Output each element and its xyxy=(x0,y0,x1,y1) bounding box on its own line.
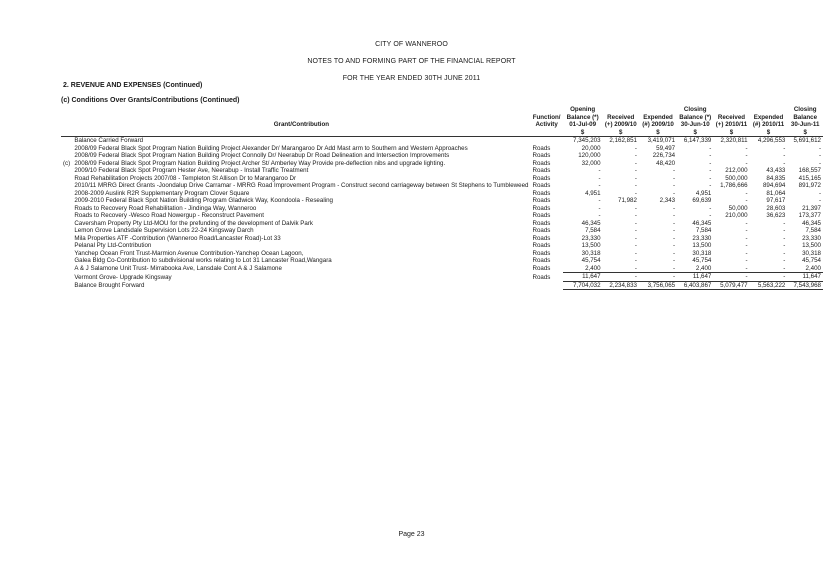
function-activity: Roads xyxy=(532,212,551,219)
amount-cell: - xyxy=(673,219,676,227)
subsection-heading: (c) Conditions Over Grants/Contributions (Continued) xyxy=(61,97,240,104)
amount-cell: - xyxy=(673,234,676,242)
amount-cell: 13,500 xyxy=(692,242,712,249)
amount-cell: 50,000 xyxy=(728,204,748,212)
grand-total-amount: 6,403,867 xyxy=(677,281,713,290)
row-marker xyxy=(61,257,72,265)
amount-cell: 45,754 xyxy=(581,257,601,264)
amount-cell: - xyxy=(634,144,637,152)
amount-cell: - xyxy=(709,174,712,182)
amount-cell: 21,397 xyxy=(802,204,821,212)
row-marker xyxy=(61,235,72,243)
amount-cell: - xyxy=(745,242,748,249)
row-marker xyxy=(61,175,72,183)
amount-cell: 30,318 xyxy=(581,249,601,257)
amount-cell: 7,345,203 xyxy=(573,137,601,144)
amount-cell: - xyxy=(673,174,676,182)
report-period: FOR THE YEAR ENDED 30TH JUNE 2011 xyxy=(342,75,481,82)
function-activity: Roads xyxy=(532,204,551,212)
page-number: Page 23 xyxy=(398,531,425,538)
function-activity: Roads xyxy=(532,174,551,182)
row-marker xyxy=(61,265,72,273)
amount-cell: 2,400 xyxy=(585,264,601,272)
function-activity: Roads xyxy=(532,242,551,249)
amount-cell: 11,647 xyxy=(563,273,603,282)
amount-cell: 1,786,666 xyxy=(720,182,748,189)
table-row xyxy=(61,145,823,153)
grand-total-amount: 7,543,968 xyxy=(787,281,823,290)
amount-cell: 173,377 xyxy=(798,212,821,219)
row-marker xyxy=(61,242,72,250)
function-activity: Roads xyxy=(532,182,551,189)
amount-cell: - xyxy=(783,249,786,257)
amount-cell: 69,639 xyxy=(692,197,712,204)
amount-cell: - xyxy=(709,152,712,159)
amount-cell: 2,162,851 xyxy=(609,137,637,144)
grant-description: Balance Carried Forward xyxy=(74,137,144,144)
amount-cell: - xyxy=(673,264,676,272)
table-row xyxy=(61,190,823,198)
column-header-opening: Opening Balance (*) 01-Jul-09 xyxy=(566,106,599,128)
grant-description: 2008/09 Federal Black Spot Program Nation Building Project Alexander Dr/ Marangaroo Dr Add Mast arm to Southern and Western Approaches xyxy=(74,144,468,152)
amount-cell: 2,320,811 xyxy=(720,137,748,144)
function-activity xyxy=(530,137,562,145)
amount-cell: 4,951 xyxy=(695,189,712,197)
amount-cell: - xyxy=(634,167,637,174)
function-activity xyxy=(530,281,562,290)
function-activity: Roads xyxy=(532,152,551,159)
amount-cell: - xyxy=(818,189,821,197)
function-activity: Roads xyxy=(532,159,551,167)
amount-cell: - xyxy=(673,167,676,174)
amount-cell: - xyxy=(783,219,786,227)
row-marker xyxy=(61,182,72,190)
currency-symbol: $ xyxy=(713,129,749,137)
table-row xyxy=(61,273,823,282)
row-marker: (c) xyxy=(63,159,71,167)
column-header-closing-2011: Closing Balance 30-Jun-11 xyxy=(790,106,820,128)
amount-cell: - xyxy=(709,182,712,189)
grand-total-row xyxy=(61,281,823,290)
currency-symbol: $ xyxy=(639,129,677,137)
amount-cell: 23,330 xyxy=(581,234,601,242)
amount-cell: - xyxy=(783,152,786,159)
table-row xyxy=(61,235,823,243)
amount-cell: - xyxy=(598,167,601,174)
table-row xyxy=(61,205,823,213)
amount-cell: 45,754 xyxy=(692,257,712,264)
amount-cell: - xyxy=(673,242,676,249)
organisation-name: CITY OF WANNEROO xyxy=(375,41,448,48)
amount-cell: - xyxy=(709,144,712,152)
function-activity: Roads xyxy=(532,167,551,174)
amount-cell: - xyxy=(598,212,601,219)
amount-cell: 13,500 xyxy=(581,242,601,249)
amount-cell: 43,433 xyxy=(766,167,786,174)
amount-cell: - xyxy=(745,152,748,159)
amount-cell: - xyxy=(634,189,637,197)
table-row xyxy=(61,182,823,190)
amount-cell: - xyxy=(750,273,788,282)
grand-total-label: Balance Brought Forward xyxy=(74,282,145,289)
grant-description: Caversham Property Pty Ltd-MOU for the prefunding of the development of Dalvik Park xyxy=(74,219,313,227)
amount-cell: 30,318 xyxy=(692,249,712,257)
grant-description: 2010/11 MRRG Direct Grants -Joondalup Drive Carramar - MRRG Road Improvement Program - Construct second carriageway between St Stephens to Tumbleweed xyxy=(74,182,529,189)
currency-row xyxy=(61,129,823,137)
table-row xyxy=(61,250,823,258)
table-header-row xyxy=(61,106,823,129)
currency-symbol: $ xyxy=(787,129,823,137)
grant-description: Pelanal Pty Ltd-Contribution xyxy=(74,242,152,249)
amount-cell: 4,951 xyxy=(585,189,601,197)
column-header-expended-0910: Expended (#) 2009/10 xyxy=(642,113,674,128)
amount-cell: 32,000 xyxy=(581,159,601,167)
amount-cell: - xyxy=(709,167,712,174)
column-header-received-0910: Received (+) 2009/10 xyxy=(604,113,637,128)
amount-cell: 23,330 xyxy=(692,234,712,242)
grant-description: Roads to Recovery Road Rehabilitation - Jindinga Way, Wanneroo xyxy=(74,204,257,212)
amount-cell: - xyxy=(709,159,712,167)
currency-symbol: $ xyxy=(603,129,639,137)
amount-cell: - xyxy=(673,212,676,219)
grant-description: Vermont Grove- Upgrade Kingsway xyxy=(74,273,172,281)
amount-cell: - xyxy=(598,174,601,182)
function-activity: Roads xyxy=(532,234,551,242)
amount-cell: - xyxy=(745,189,748,197)
amount-cell: - xyxy=(745,159,748,167)
row-marker xyxy=(61,145,72,153)
grant-description: 2008-2009 Auslink R2R Supplementary Program Clover Square xyxy=(74,189,250,197)
amount-cell: - xyxy=(634,234,637,242)
row-marker xyxy=(61,152,72,160)
amount-cell: - xyxy=(634,264,637,272)
amount-cell: - xyxy=(673,249,676,257)
grant-description: 2009-2010 Federal Black Spot Nation Building Program Gladwick Way, Koondoola - Resealing xyxy=(74,197,333,204)
function-activity: Roads xyxy=(532,219,551,227)
amount-cell: - xyxy=(745,227,748,234)
amount-cell: 4,296,553 xyxy=(757,137,786,144)
function-activity: Roads xyxy=(532,197,551,204)
table-row xyxy=(61,220,823,228)
amount-cell: 97,617 xyxy=(766,197,786,204)
function-activity: Roads xyxy=(532,144,551,152)
column-header-grant: Grant/Contribution xyxy=(273,121,330,128)
column-header-expended-1011: Expended (#) 2010/11 xyxy=(752,113,785,128)
table-row xyxy=(61,265,823,273)
amount-cell: - xyxy=(634,227,637,234)
amount-cell: 11,647 xyxy=(677,273,713,282)
table-row xyxy=(61,242,823,250)
row-marker xyxy=(61,197,72,205)
amount-cell: 30,318 xyxy=(802,249,821,257)
amount-cell: 3,419,071 xyxy=(647,137,676,144)
amount-cell: - xyxy=(598,197,601,204)
amount-cell: - xyxy=(745,249,748,257)
amount-cell: - xyxy=(713,273,749,282)
function-activity: Roads xyxy=(532,227,551,234)
amount-cell: 6,147,339 xyxy=(683,137,712,144)
amount-cell: - xyxy=(634,152,637,159)
grant-description: Galea Bldg Co-Contribution to subdivisional works relating to Lot 31 Lancaster Road,Wangara xyxy=(74,257,332,264)
grand-total-amount: 5,079,477 xyxy=(713,281,749,290)
section-heading: 2. REVENUE AND EXPENSES (Continued) xyxy=(63,82,203,89)
table-row xyxy=(61,212,823,220)
grant-description: Yanchep Ocean Front Trust-Marmion Avenue Contribution-Yanchep Ocean Lagoon, xyxy=(74,249,304,257)
amount-cell: - xyxy=(634,204,637,212)
row-marker xyxy=(61,273,72,282)
amount-cell: - xyxy=(783,257,786,264)
grand-total-amount: 7,704,032 xyxy=(563,281,603,290)
grant-description: Mila Properties ATF -Contribution (Wanneroo Road/Lancaster Road)-Lot 33 xyxy=(74,234,281,242)
grant-description: 2008/09 Federal Black Spot Program Nation Building Project Archer St/ Amberley Way Provide pre-deflection nibs and upgrade lighting. xyxy=(74,159,446,167)
amount-cell: 45,754 xyxy=(802,257,821,264)
amount-cell: - xyxy=(639,273,677,282)
table-row xyxy=(61,152,823,160)
row-marker xyxy=(61,205,72,213)
amount-cell: 120,000 xyxy=(578,152,601,159)
amount-cell: - xyxy=(818,159,821,167)
amount-cell: - xyxy=(783,159,786,167)
amount-cell: 13,500 xyxy=(802,242,821,249)
amount-cell: - xyxy=(634,212,637,219)
grant-description: 2008/09 Federal Black Spot Program Nation Building Project Connolly Dr/ Neerabup Dr Road Delineation and Intersection Improvements xyxy=(74,152,450,159)
amount-cell: 210,000 xyxy=(725,212,748,219)
amount-cell: 7,584 xyxy=(585,227,601,234)
table-row xyxy=(61,197,823,205)
amount-cell: 11,647 xyxy=(787,273,823,282)
amount-cell: - xyxy=(673,257,676,264)
amount-cell: 20,000 xyxy=(581,144,601,152)
amount-cell: - xyxy=(634,257,637,264)
row-marker xyxy=(61,281,72,290)
amount-cell: 2,400 xyxy=(695,264,712,272)
row-marker xyxy=(61,137,72,145)
function-activity: Roads xyxy=(532,257,551,264)
grant-description: Roads to Recovery -Wesco Road Nowergup - Reconstruct Pavement xyxy=(74,212,265,219)
function-activity: Roads xyxy=(532,265,551,272)
table-row xyxy=(61,257,823,265)
amount-cell: 500,000 xyxy=(725,174,748,182)
amount-cell: 212,000 xyxy=(725,167,748,174)
grand-total-amount: 3,756,065 xyxy=(639,281,677,290)
amount-cell: - xyxy=(603,273,639,282)
amount-cell: 81,064 xyxy=(766,189,786,197)
amount-cell: - xyxy=(783,144,786,152)
amount-cell: 7,584 xyxy=(805,227,821,234)
amount-cell: - xyxy=(783,264,786,272)
amount-cell: - xyxy=(709,212,712,219)
grant-description: A & J Salamone Unit Trust- Mirrabooka Ave, Lansdale Cont A & J Salamone xyxy=(74,265,282,272)
amount-cell: - xyxy=(745,144,748,152)
amount-cell: 7,584 xyxy=(695,227,712,234)
column-header-function: Function/ Activity xyxy=(532,113,561,128)
amount-cell: - xyxy=(818,144,821,152)
amount-cell: 59,497 xyxy=(656,144,676,152)
amount-cell: 71,982 xyxy=(618,197,637,204)
amount-cell: - xyxy=(634,219,637,227)
amount-cell: - xyxy=(745,197,748,204)
report-title: NOTES TO AND FORMING PART OF THE FINANCIAL REPORT xyxy=(307,58,516,65)
row-marker xyxy=(61,190,72,198)
amount-cell: 891,972 xyxy=(798,182,821,189)
amount-cell: 2,343 xyxy=(659,197,676,204)
grant-description: Lemon Grove Landsdale Supervision Lots 22-24 Kingsway Darch xyxy=(74,227,254,234)
amount-cell: - xyxy=(673,182,676,189)
amount-cell: 48,420 xyxy=(656,159,676,167)
amount-cell: 46,345 xyxy=(581,219,601,227)
grants-contributions-table xyxy=(61,106,823,290)
amount-cell: - xyxy=(818,152,821,159)
amount-cell: - xyxy=(745,219,748,227)
amount-cell: - xyxy=(598,182,601,189)
amount-cell: 226,734 xyxy=(652,152,676,159)
amount-cell: - xyxy=(745,264,748,272)
row-marker xyxy=(61,167,72,175)
amount-cell: 84,835 xyxy=(766,174,786,182)
amount-cell: - xyxy=(634,174,637,182)
amount-cell: 168,557 xyxy=(798,167,821,174)
amount-cell: - xyxy=(745,257,748,264)
amount-cell: - xyxy=(783,227,786,234)
amount-cell: 2,400 xyxy=(805,264,821,272)
grant-description: Road Rehabilitation Projects 2007/08 - Templeton St Allison Dr to Marangaroo Dr xyxy=(74,174,297,182)
grand-total-amount: 2,234,833 xyxy=(603,281,639,290)
amount-cell: - xyxy=(673,189,676,197)
amount-cell: - xyxy=(745,234,748,242)
amount-cell: 46,345 xyxy=(692,219,712,227)
row-marker xyxy=(61,212,72,220)
grant-description: 2009/10 Federal Black Spot Program Hester Ave, Neerabup - Install Traffic Treatment xyxy=(74,167,309,174)
table-row xyxy=(61,160,823,168)
currency-symbol: $ xyxy=(563,129,603,137)
amount-cell: - xyxy=(634,249,637,257)
amount-cell: 36,623 xyxy=(766,212,786,219)
amount-cell: - xyxy=(783,242,786,249)
amount-cell: 5,691,612 xyxy=(793,137,821,144)
function-activity: Roads xyxy=(532,249,551,257)
amount-cell: - xyxy=(634,182,637,189)
amount-cell: - xyxy=(598,204,601,212)
amount-cell: 894,694 xyxy=(762,182,786,189)
amount-cell: 23,330 xyxy=(802,234,821,242)
amount-cell: - xyxy=(673,227,676,234)
table-row xyxy=(61,175,823,183)
amount-cell: - xyxy=(783,234,786,242)
amount-cell: - xyxy=(634,242,637,249)
currency-symbol: $ xyxy=(750,129,788,137)
currency-symbol: $ xyxy=(677,129,713,137)
column-header-received-1011: Received (+) 2010/11 xyxy=(715,113,748,128)
amount-cell: - xyxy=(673,204,676,212)
row-marker xyxy=(61,250,72,258)
amount-cell: - xyxy=(818,197,821,204)
function-activity: Roads xyxy=(532,189,551,197)
table-row xyxy=(61,227,823,235)
table-row xyxy=(61,167,823,175)
function-activity: Roads xyxy=(532,273,551,281)
amount-cell: 415,165 xyxy=(798,174,821,182)
amount-cell: 46,345 xyxy=(802,219,821,227)
table-row xyxy=(61,137,823,145)
amount-cell: - xyxy=(634,159,637,167)
amount-cell: - xyxy=(709,204,712,212)
column-header-closing-2010: Closing Balance (*) 30-Jun-10 xyxy=(679,106,712,128)
grand-total-amount: 5,563,222 xyxy=(750,281,788,290)
row-marker xyxy=(61,227,72,235)
row-marker xyxy=(61,220,72,228)
amount-cell: 28,603 xyxy=(766,204,786,212)
